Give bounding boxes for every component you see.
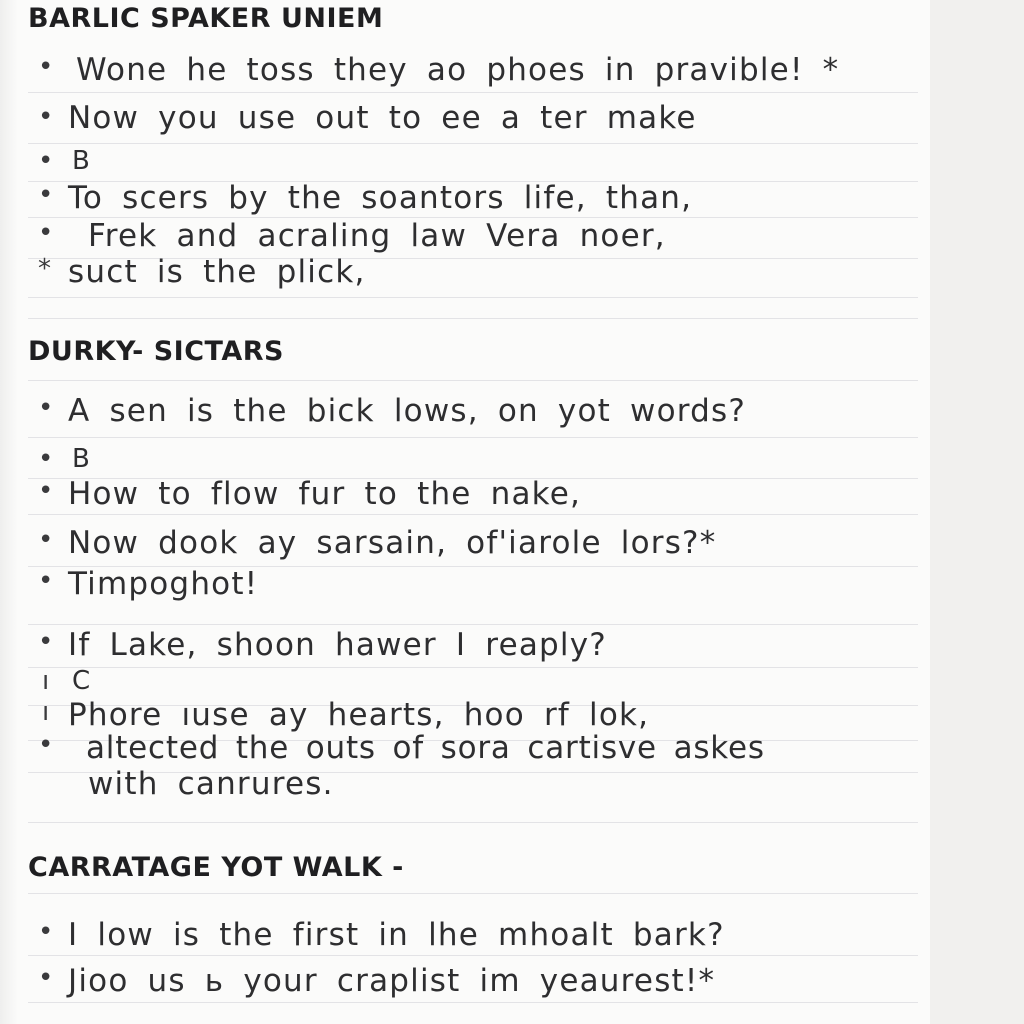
- ruled-line: [28, 318, 918, 319]
- bullet-mark: •: [38, 102, 54, 132]
- ruled-line: [28, 1002, 918, 1003]
- list-item-text: B: [72, 444, 92, 474]
- list-item-text: Wone he toss they ao phoes in pravible! *: [76, 52, 840, 88]
- ruled-line: [28, 624, 918, 625]
- ruled-line: [28, 380, 918, 381]
- list-item-text: Jioo us ь your craplist im yeaurest!*: [68, 963, 716, 999]
- bullet-mark: •: [38, 52, 54, 82]
- list-item-text: If Lake, shoon hawer I reaply?: [68, 627, 607, 663]
- page-gutter-shadow: [0, 0, 18, 1024]
- ruled-line: [28, 297, 918, 298]
- ruled-line: [28, 955, 918, 956]
- list-item-text: altected the outs of sora cartisve askes: [86, 730, 765, 766]
- list-item-text: A sen is the bick lows, on yot words?: [68, 393, 747, 429]
- list-item-text: To scers by the soantors life, than,: [68, 180, 693, 216]
- bullet-mark: •: [38, 180, 54, 210]
- list-item-text: Phore ıuse ay hearts, hoo rf lok,: [68, 697, 650, 733]
- bullet-mark: ı: [42, 666, 50, 696]
- list-item-text: I low is the first in lhe mhoalt bark?: [68, 917, 725, 953]
- list-item-text: C: [72, 666, 92, 696]
- ruled-line: [28, 514, 918, 515]
- bullet-mark: •: [38, 476, 54, 506]
- list-item-text: Timpoghot!: [68, 566, 259, 602]
- bullet-mark: ı: [42, 697, 50, 727]
- ruled-line: [28, 143, 918, 144]
- list-item-text: Now you use out to ee a ter make: [68, 100, 697, 136]
- ruled-line: [28, 667, 918, 668]
- list-item-text: How to flow fur to the nake,: [68, 476, 582, 512]
- ruled-line: [28, 92, 918, 93]
- list-item-text: B: [72, 146, 92, 176]
- bullet-mark: *: [38, 254, 51, 284]
- bullet-mark: •: [38, 627, 54, 657]
- bullet-mark: •: [38, 218, 54, 248]
- page-edge-background: [930, 0, 1024, 1024]
- bullet-mark: •: [38, 963, 54, 993]
- bullet-mark: •: [38, 444, 54, 474]
- bullet-mark: •: [38, 393, 54, 423]
- ruled-line: [28, 893, 918, 894]
- bullet-mark: •: [38, 917, 54, 947]
- ruled-line: [28, 437, 918, 438]
- list-item-text: suct is the plick,: [68, 254, 366, 290]
- section-heading: CARRATAGE YOT WALK -: [28, 852, 404, 883]
- list-item-text: with canrures.: [88, 766, 334, 802]
- bullet-mark: •: [38, 566, 54, 596]
- bullet-mark: •: [38, 146, 54, 176]
- bullet-mark: •: [38, 525, 54, 555]
- ruled-line: [28, 822, 918, 823]
- section-heading: BARLIC SPAKER UNIEM: [28, 3, 384, 34]
- section-heading: DURKY- SICTARS: [28, 336, 284, 367]
- list-item-text: Frek and acraling law Vera noer,: [88, 218, 666, 254]
- bullet-mark: •: [38, 730, 54, 760]
- list-item-text: Now dook ay sarsain, of'iarole lors?*: [68, 525, 717, 561]
